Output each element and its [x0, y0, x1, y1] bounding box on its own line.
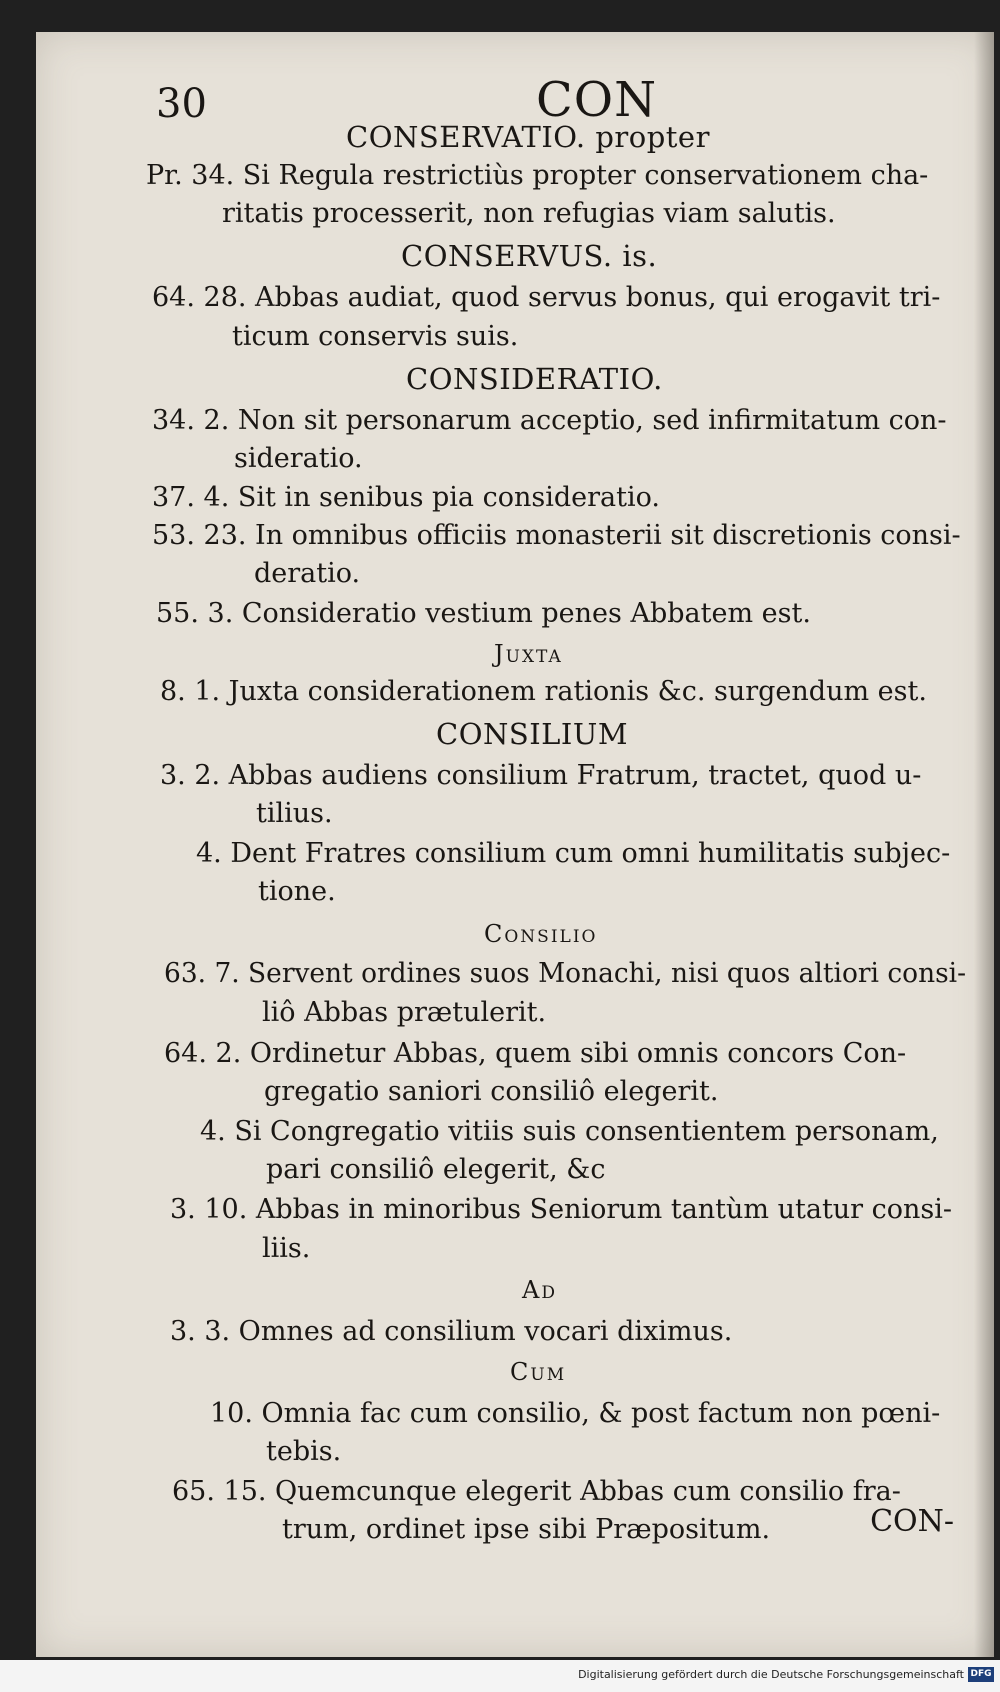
- text-line: tilius.: [256, 798, 333, 829]
- text-line: tione.: [258, 876, 336, 907]
- text-line: liô Abbas prætulerit.: [262, 997, 547, 1028]
- entry-heading: CONSILIUM: [436, 717, 629, 751]
- text-line: 65. 15. Quemcunque elegerit Abbas cum consilio fra-: [172, 1476, 901, 1507]
- text-line: 4. Dent Fratres consilium cum omni humilitatis subjec-: [196, 838, 951, 869]
- entry-heading: CONSERVATIO. propter: [346, 120, 710, 154]
- catchword: CON-: [870, 1504, 954, 1539]
- text-line: ticum conservis suis.: [232, 321, 519, 352]
- text-line: liis.: [262, 1233, 311, 1264]
- text-line: 63. 7. Servent ordines suos Monachi, nisi quos altiori consi-: [164, 958, 967, 989]
- text-line: 3. 10. Abbas in minoribus Seniorum tantùm utatur consi-: [170, 1194, 953, 1225]
- text-line: tebis.: [266, 1436, 342, 1467]
- text-line: 4. Si Congregatio vitiis suis consentientem personam,: [200, 1116, 939, 1147]
- text-line: trum, ordinet ipse sibi Præpositum.: [282, 1514, 771, 1545]
- text-line: 8. 1. Juxta considerationem rationis &c. surgendum est.: [160, 676, 927, 707]
- text-line: gregatio saniori consiliô elegerit.: [264, 1076, 719, 1107]
- text-line: 64. 28. Abbas audiat, quod servus bonus, qui erogavit tri-: [152, 282, 941, 313]
- text-line: 3. 2. Abbas audiens consilium Fratrum, tractet, quod u-: [160, 760, 922, 791]
- running-head: CON: [536, 72, 658, 128]
- page-edge-shadow: [974, 32, 994, 1657]
- subheading: Cum: [510, 1358, 567, 1386]
- text-line: Pr. 34. Si Regula restrictiùs propter conservationem cha-: [146, 160, 929, 191]
- text-line: 3. 3. Omnes ad consilium vocari diximus.: [170, 1316, 733, 1347]
- text-line: pari consiliô elegerit, &c: [266, 1154, 606, 1185]
- entry-heading: CONSIDERATIO.: [406, 362, 663, 396]
- footer-credit: Digitalisierung gefördert durch die Deutsche Forschungsgemeinschaft: [578, 1668, 964, 1681]
- text-line: 37. 4. Sit in senibus pia consideratio.: [152, 482, 660, 513]
- text-line: 10. Omnia fac cum consilio, & post factum non pœni-: [210, 1398, 941, 1429]
- text-line: 64. 2. Ordinetur Abbas, quem sibi omnis concors Con-: [164, 1038, 907, 1069]
- subheading: Juxta: [494, 640, 563, 668]
- text-line: deratio.: [254, 558, 361, 589]
- text-line: ritatis processerit, non refugias viam salutis.: [222, 198, 836, 229]
- text-line: 34. 2. Non sit personarum acceptio, sed infirmitatum con-: [152, 405, 947, 436]
- page-number: 30: [156, 81, 207, 127]
- footer-bar: [0, 1660, 1000, 1692]
- book-page: [36, 32, 994, 1657]
- subheading: Ad: [522, 1276, 557, 1304]
- subheading: Consilio: [484, 920, 598, 948]
- entry-heading: CONSERVUS. is.: [401, 239, 658, 273]
- dfg-logo-icon: DFG: [968, 1667, 994, 1682]
- text-line: 53. 23. In omnibus officiis monasterii sit discretionis consi-: [152, 520, 961, 551]
- text-line: 55. 3. Consideratio vestium penes Abbatem est.: [156, 598, 811, 629]
- text-line: sideratio.: [234, 443, 363, 474]
